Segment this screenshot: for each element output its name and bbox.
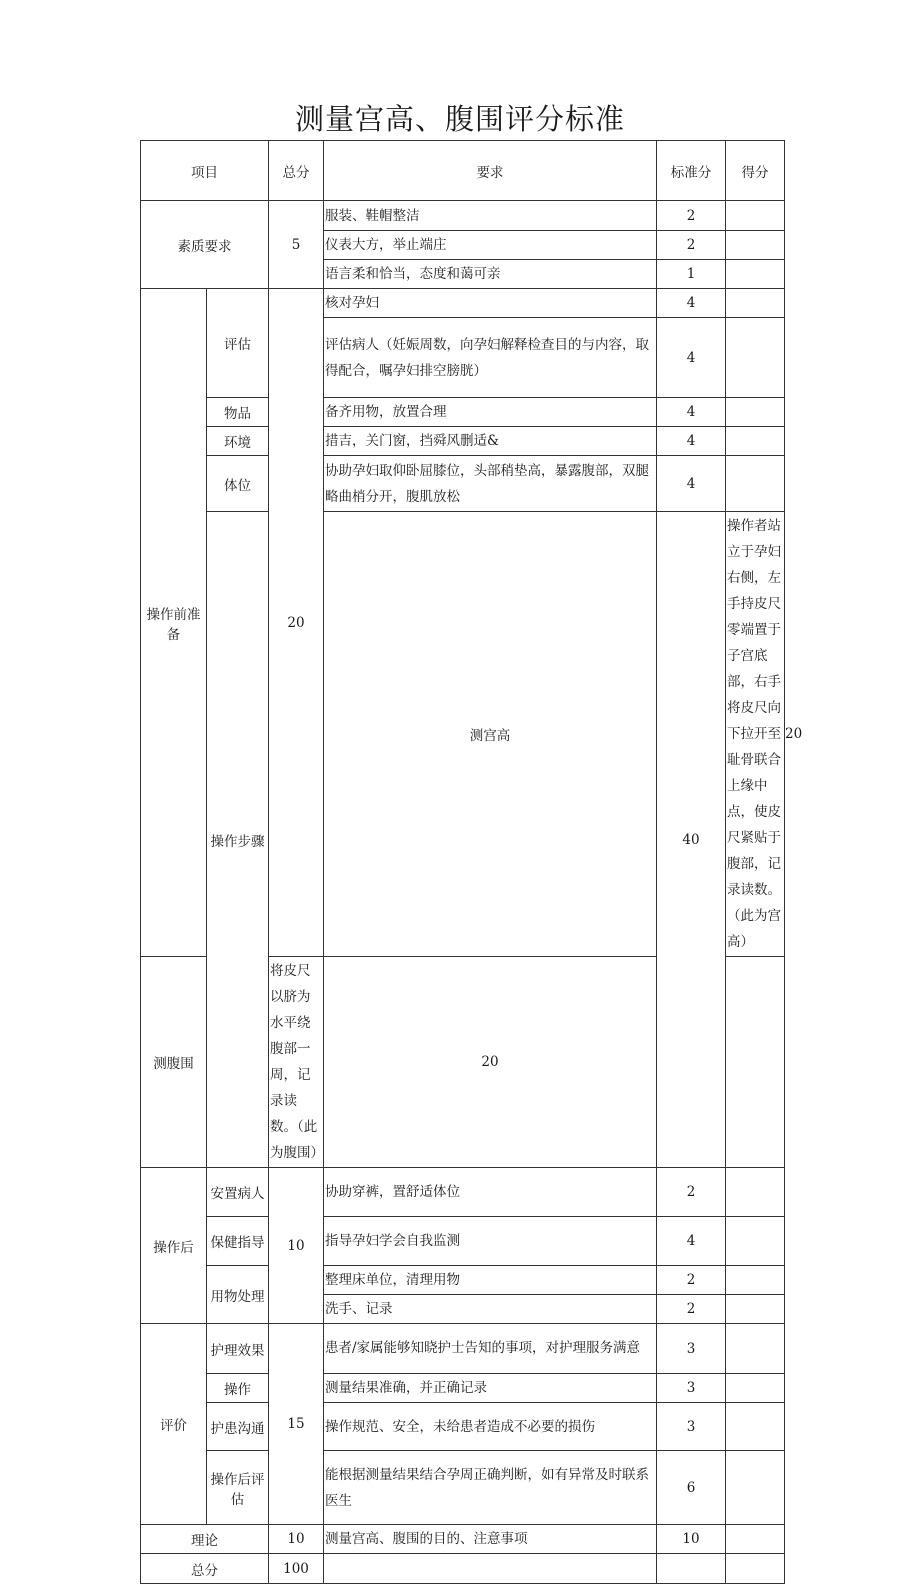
table-row bbox=[141, 1374, 785, 1403]
header-requirement: 要求 bbox=[324, 141, 657, 201]
requirement-cell: 整理床单位，清理用物 bbox=[324, 1266, 657, 1295]
table-header-row bbox=[141, 141, 785, 201]
requirement-cell: 指导孕妇学会自我监测 bbox=[324, 1217, 657, 1266]
table-row bbox=[141, 1525, 785, 1554]
table-row: 操作步骤 测宫高 40 操作者站立于孕妇右侧，左手持皮尺零端置于子宫底部，右手将皮尺向下拉开至耻骨联合上缘中点，使皮尺紧贴于腹部，记录读数。（此为宫高） 20 bbox=[141, 512, 785, 957]
score-cell[interactable] bbox=[726, 201, 785, 231]
sub-supplies: 物品 bbox=[207, 398, 269, 427]
sub-fundal-height: 测宫高 bbox=[324, 512, 657, 957]
sub-operation: 操作 bbox=[207, 1374, 269, 1403]
requirement-cell: 语言柔和恰当，态度和蔼可亲 bbox=[324, 260, 657, 289]
total-steps: 40 bbox=[657, 512, 726, 1168]
score-cell[interactable] bbox=[726, 456, 785, 512]
sub-health-guidance: 保健指导 bbox=[207, 1217, 269, 1266]
score-cell[interactable] bbox=[726, 1168, 785, 1217]
standard-score: 4 bbox=[657, 289, 726, 318]
requirement-cell: 测量结果准确，并正确记录 bbox=[324, 1374, 657, 1403]
score-cell[interactable] bbox=[726, 289, 785, 318]
sub-supplies-handling: 用物处理 bbox=[207, 1266, 269, 1324]
table-row bbox=[141, 1554, 785, 1584]
standard-score: 4 bbox=[657, 318, 726, 398]
requirement-cell: 洗手、记录 bbox=[324, 1295, 657, 1324]
score-cell[interactable] bbox=[726, 957, 785, 1168]
sub-assess: 评估 bbox=[207, 289, 269, 398]
requirement-cell: 患者/家属能够知晓护士告知的事项，对护理服务满意 bbox=[324, 1324, 657, 1374]
standard-score: 2 bbox=[657, 201, 726, 231]
requirement-cell: 操作规范、安全，未给患者造成不必要的损伤 bbox=[324, 1403, 657, 1451]
table-row bbox=[141, 289, 785, 318]
sub-settle-patient: 安置病人 bbox=[207, 1168, 269, 1217]
score-cell[interactable] bbox=[726, 1403, 785, 1451]
total-prep: 20 bbox=[269, 289, 324, 957]
section-prep: 操作前准备 bbox=[141, 289, 207, 957]
table-row bbox=[141, 1451, 785, 1525]
table-row bbox=[141, 1266, 785, 1295]
requirement-cell: 仪表大方，举止端庄 bbox=[324, 231, 657, 260]
standard-score: 10 bbox=[657, 1525, 726, 1554]
total-theory: 10 bbox=[269, 1525, 324, 1554]
table-row bbox=[141, 427, 785, 456]
score-cell[interactable] bbox=[726, 231, 785, 260]
standard-score: 2 bbox=[657, 1295, 726, 1324]
table-row bbox=[141, 1168, 785, 1217]
score-cell[interactable] bbox=[726, 1266, 785, 1295]
score-cell[interactable] bbox=[726, 1295, 785, 1324]
total-sum: 100 bbox=[269, 1554, 324, 1584]
standard-score: 4 bbox=[657, 1217, 726, 1266]
section-theory: 理论 bbox=[141, 1525, 269, 1554]
requirement-cell: 评估病人（妊娠周数，向孕妇解释检查目的与内容，取得配合，嘱孕妇排空膀胱） bbox=[324, 318, 657, 398]
score-cell[interactable] bbox=[726, 1451, 785, 1525]
total-after: 10 bbox=[269, 1168, 324, 1324]
score-cell[interactable] bbox=[726, 1324, 785, 1374]
total-quality: 5 bbox=[269, 201, 324, 289]
sub-post-evaluation: 操作后评估 bbox=[207, 1451, 269, 1525]
standard-score: 1 bbox=[657, 260, 726, 289]
total-eval: 15 bbox=[269, 1324, 324, 1525]
standard-score: 2 bbox=[657, 1266, 726, 1295]
requirement-cell: 措吉，关门窗，挡舜风删适& bbox=[324, 427, 657, 456]
section-eval: 评价 bbox=[141, 1324, 207, 1525]
sub-nursing-effect: 护理效果 bbox=[207, 1324, 269, 1374]
requirement-cell bbox=[324, 1554, 657, 1584]
section-after: 操作后 bbox=[141, 1168, 207, 1324]
standard-score bbox=[657, 1554, 726, 1584]
page-title: 测量宫高、腹围评分标准 bbox=[294, 102, 625, 136]
score-cell[interactable] bbox=[726, 1374, 785, 1403]
score-cell[interactable] bbox=[726, 398, 785, 427]
section-steps: 操作步骤 bbox=[207, 512, 269, 1168]
score-cell[interactable] bbox=[726, 1217, 785, 1266]
sub-position: 体位 bbox=[207, 456, 269, 512]
requirement-cell: 协助孕妇取仰卧屈膝位，头部稍垫高，暴露腹部，双腿略曲梢分开，腹肌放松 bbox=[324, 456, 657, 512]
standard-score: 4 bbox=[657, 398, 726, 427]
standard-score: 3 bbox=[657, 1403, 726, 1451]
section-quality: 素质要求 bbox=[141, 201, 269, 289]
standard-score: 2 bbox=[657, 231, 726, 260]
table-row bbox=[141, 456, 785, 512]
requirement-cell: 协助穿裤，置舒适体位 bbox=[324, 1168, 657, 1217]
sub-environment: 环境 bbox=[207, 427, 269, 456]
requirement-cell: 备齐用物，放置合理 bbox=[324, 398, 657, 427]
header-total: 总分 bbox=[269, 141, 324, 201]
sub-communication: 护患沟通 bbox=[207, 1403, 269, 1451]
requirement-cell: 能根据测量结果结合孕周正确判断，如有异常及时联系医生 bbox=[324, 1451, 657, 1525]
section-sum: 总分 bbox=[141, 1554, 269, 1584]
standard-score: 3 bbox=[657, 1374, 726, 1403]
scoring-table bbox=[140, 140, 803, 1584]
header-item: 项目 bbox=[141, 141, 269, 201]
header-score: 得分 bbox=[726, 141, 785, 201]
sub-abdominal-girth: 测腹围 bbox=[141, 957, 207, 1168]
standard-score: 2 bbox=[657, 1168, 726, 1217]
table-row bbox=[141, 1217, 785, 1266]
score-cell[interactable] bbox=[726, 427, 785, 456]
score-cell[interactable] bbox=[726, 1525, 785, 1554]
requirement-cell: 操作者站立于孕妇右侧，左手持皮尺零端置于子宫底部，右手将皮尺向下拉开至耻骨联合上缘中点，使皮尺紧贴于腹部，记录读数。（此为宫高） bbox=[726, 512, 785, 957]
score-cell[interactable] bbox=[726, 260, 785, 289]
header-standard: 标准分 bbox=[657, 141, 726, 201]
table-row bbox=[141, 1403, 785, 1451]
requirement-cell: 将皮尺以脐为水平绕腹部一周，记录读数。（此为腹围） bbox=[269, 957, 324, 1168]
standard-score: 3 bbox=[657, 1324, 726, 1374]
requirement-cell: 测量宫高、腹围的目的、注意事项 bbox=[324, 1525, 657, 1554]
score-cell[interactable] bbox=[726, 318, 785, 398]
score-cell[interactable] bbox=[726, 1554, 785, 1584]
standard-score: 6 bbox=[657, 1451, 726, 1525]
requirement-cell: 服装、鞋帽整洁 bbox=[324, 201, 657, 231]
table-row bbox=[141, 1324, 785, 1374]
standard-score: 20 bbox=[324, 957, 657, 1168]
standard-score: 4 bbox=[657, 456, 726, 512]
table-row bbox=[141, 398, 785, 427]
table-row bbox=[141, 201, 785, 231]
standard-score: 4 bbox=[657, 427, 726, 456]
requirement-cell: 核对孕妇 bbox=[324, 289, 657, 318]
